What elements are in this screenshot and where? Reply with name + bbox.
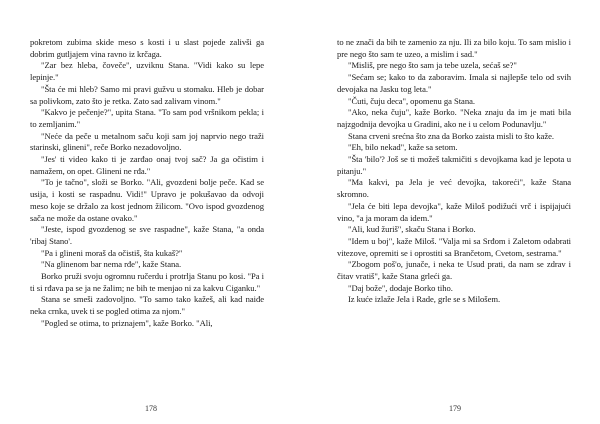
paragraph: "Ma kakvi, pa Jela je već devojka, takoreći", kaže Stana skromno. bbox=[337, 177, 571, 200]
paragraph: Iz kuće izlaže Jela i Rade, grle se s Milošem. bbox=[348, 294, 501, 305]
paragraph: "Ali, kud žuriš", skaču Stana i Borko. bbox=[348, 224, 476, 235]
paragraph: "Jela će biti lepa devojka", kaže Miloš podižući vrč i ispijajući vino, "a ja moram da idem." bbox=[337, 200, 571, 223]
paragraph: "Šta 'bilo'? Još se ti možeš takmičiti s devojkama kad je lepota u pitanju." bbox=[337, 154, 571, 176]
paragraph: "Šta će mi hleb? Samo mi pravi gužvu u stomaku. Hleb je dobar sa polivkom, zato što je retka. Zato sad zalivam vinom." bbox=[30, 83, 264, 106]
paragraph: "Idem u boj", kaže Miloš. "Valja mi sa Srđom i Zaletom odabrati vitezove, opremiti se i oprostiti sa Brančetom, Cvetom, sestrama." bbox=[337, 235, 571, 258]
paragraph: "Pa i glineni moraš da očistiš, šta kukaš?" bbox=[41, 247, 183, 258]
paragraph: "Neće da peče u metalnom saču koji sam joj naprvio nego traži starinski, glineni", reče Borko nezadovoljno. bbox=[30, 130, 264, 153]
paragraph: "Ako, neka čuju", kaže Borko. "Neka znaju da im je mati bila najzgodnija devojka u Gradini, ako ne i u celom Podunavlju." bbox=[337, 107, 571, 129]
paragraph: Stana se smeši zadovoljno. "To samo tako kažeš, ali kad naiđe neka crnka, uvek ti se pogled otima za njom." bbox=[30, 294, 264, 317]
left-page-number: 178 bbox=[145, 404, 157, 413]
paragraph: "Eh, bilo nekad", kaže sa setom. bbox=[348, 142, 458, 153]
paragraph: "Sećam se; kako to da zaboravim. Imala si najlepše telo od svih devojaka na Jasku tog leta." bbox=[337, 72, 571, 94]
paragraph: to ne znači da bih te zamenio za nju. Ili za bilo koju. To sam mislio i pre nego što sam te uzeo, a mislim i sad." bbox=[337, 37, 571, 59]
paragraph: Borko pruži svoju ogromnu ručerdu i protrlja Stanu po kosi. "Pa i ti si rđava pa se ja ne žalim; ne bih te menjao ni za kakvu Ciganku." bbox=[30, 271, 264, 293]
paragraph: "Na glinenom bar nema rđe", kaže Stana. bbox=[41, 259, 182, 270]
left-page bbox=[30, 37, 264, 330]
paragraph: "Misliš, pre nego što sam ja tebe uzela, sećaš se?" bbox=[348, 60, 517, 71]
paragraph: pokretom zubima skide meso s kosti i u slast pojede zalivši ga dobrim gutljajem vina ravno iz krčaga. bbox=[30, 37, 264, 59]
paragraph: "To je tačno", složi se Borko. "Ali, gvozdeni bolje peče. Kad se usija, i kosti se raspadnu. Vidi!" Upravo je pokušavao da odvoji meso koje se držalo za kost jednom žilicom. "Ovo ispod gvozdenog sača ne može da ostane ovako." bbox=[30, 177, 264, 223]
paragraph: "Jeste, ispod gvozdenog se sve raspadne", kaže Stana, "a onda 'ribaj Stano'. bbox=[30, 224, 264, 246]
paragraph: "Čuti, čuju deca", opomenu ga Stana. bbox=[348, 95, 475, 106]
paragraph: "Jes' ti video kako ti je zarđao onaj tvoj sač? Ja ga očistim i namažem, on opet. Glineni ne rđa." bbox=[30, 154, 264, 176]
right-page-number: 179 bbox=[449, 404, 461, 413]
paragraph: "Pogled se otima, to priznajem", kaže Borko. "Ali, bbox=[41, 317, 213, 328]
paragraph: "Zbogom poš'o, junаče, i neka te Usud prati, da nam se zdrav i čitav vratiš", kaže Stana grleći ga. bbox=[337, 259, 571, 282]
paragraph: "Zar bez hleba, čoveče", uzviknu Stana. "Vidi kako su lepe lepinje." bbox=[30, 60, 264, 83]
paragraph: "Daj bože", dodaje Borko tiho. bbox=[348, 282, 453, 293]
paragraph: "Kakvo je pečenje?", upita Stana. "To sam pod vršnikom pekla; i to zemljanim." bbox=[30, 107, 264, 129]
right-page bbox=[337, 37, 571, 306]
paragraph: Stana crveni srećna što zna da Borko zaista misli to što kaže. bbox=[348, 130, 554, 141]
